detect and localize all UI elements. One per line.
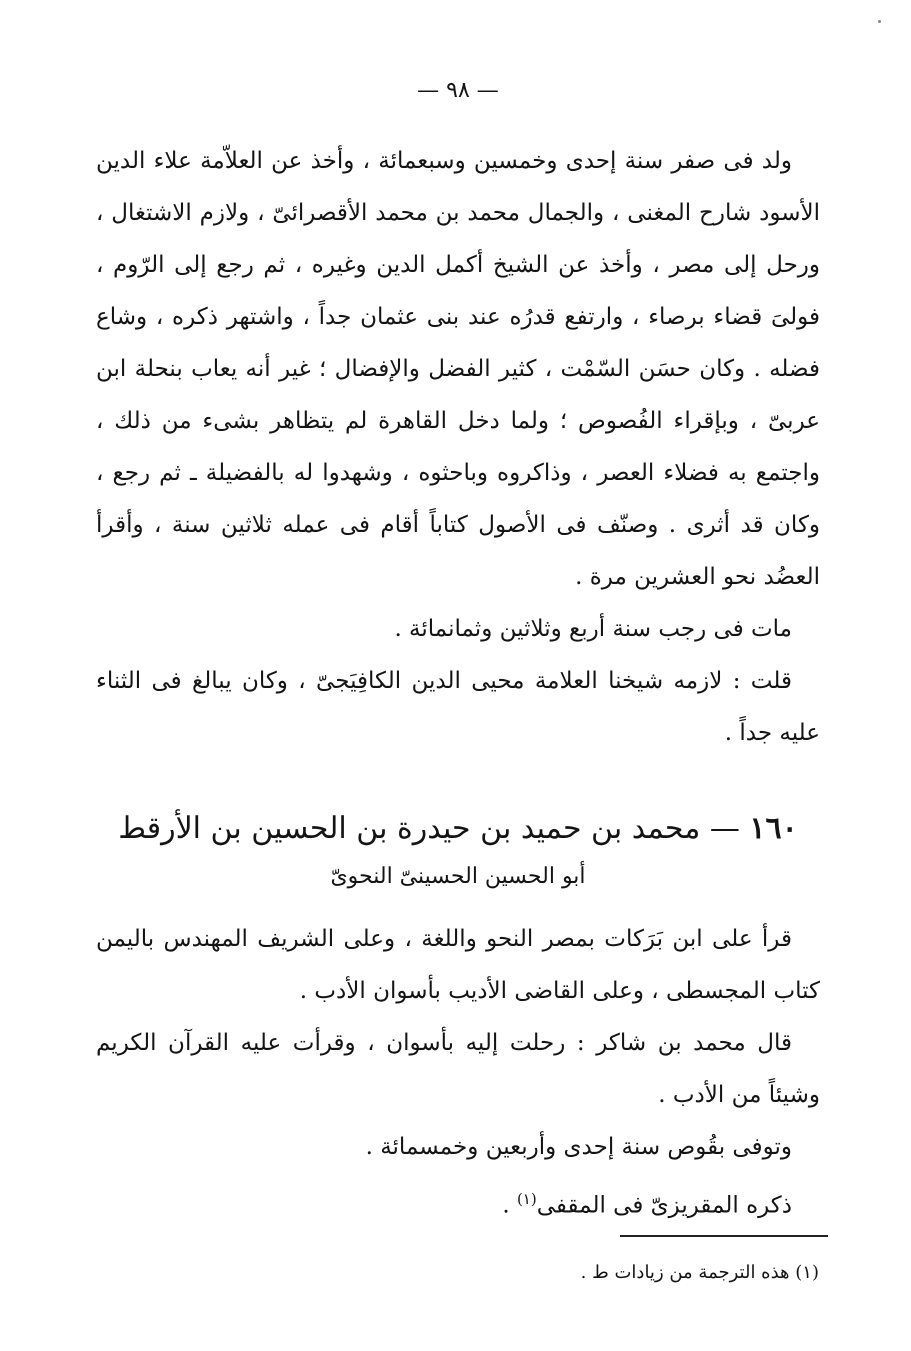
document-page <box>96 60 820 1232</box>
entry-paragraph: وتوفى بقُوص سنة إحدى وأربعين وخمسمائة . <box>365 1134 792 1160</box>
entry-subtitle: أبو الحسين الحسينىّ النحوىّ <box>330 864 586 889</box>
entry-reference <box>96 1173 820 1232</box>
entry-paragraph: قال محمد بن شاكر : رحلت إليه بأسوان ، وقرأت عليه القرآن الكريم وشيئاً من الأدب . <box>96 1030 820 1108</box>
entry-number: ١٦٠ <box>749 811 798 846</box>
author-note-paragraph: قلت : لازمه شيخنا العلامة محيى الدين الكافِيَجىّ ، وكان يبالغ فى الثناء عليه جداً . <box>96 668 820 746</box>
scan-mark <box>878 20 881 23</box>
entry-paragraph: قرأ على ابن بَرَكات بمصر النحو واللغة ، وعلى الشريف المهندس باليمن كتاب المجسطى ، وعلى القاضى الأديب بأسوان الأدب . <box>96 926 820 1004</box>
page-number: — ٩٨ — <box>417 78 499 103</box>
death-paragraph: مات فى رجب سنة أربع وثلاثين وثمانمائة . <box>394 616 792 642</box>
entry-dash: — <box>700 811 750 846</box>
entry-name: محمد بن حميد بن حيدرة بن الحسين بن الأرقط <box>118 811 701 846</box>
footnote-marker: (١) <box>516 1190 537 1208</box>
footnote: (١) هذه الترجمة من زيادات ط . <box>580 1262 819 1283</box>
biography-paragraph: ولد فى صفر سنة إحدى وخمسين وسبعمائة ، وأخذ عن العلاّمة علاء الدين الأسود شارح المغنى ، والجمال محمد بن محمد الأقصرائىّ ، ولازم الاشتغال ، ورحل إلى مصر ، وأخذ عن الشيخ أكمل الدين وغيره ، ثم رجع إلى الرّوم ، فولىَ قضاء برصاء ، وارتفع قدرُه عند بنى عثمان جداً ، واشتهر ذكره ، وشاع فضله . وكان حسَن السّمْت ، كثير الفضل والإفضال ؛ غير أنه يعاب بنحلة ابن عربىّ ، وبإقراء الفُصوص ؛ ولما دخل القاهرة لم يتظاهر بشىء من ذلك ، واجتمع به فضلاء العصر ، وذاكروه وباحثوه ، وشهدوا له بالفضيلة ـ ثم رجع ، وكان قد أثرى . وصنّف فى الأصول كتاباً أقام فى عمله ثلاثين سنة ، وأقرأ العضُد نحو العشرين مرة . <box>96 148 820 590</box>
entry-heading <box>96 807 820 851</box>
entry-reference-text: ذكره المقريزىّ فى المقفى <box>536 1192 792 1219</box>
footnote-divider <box>620 1235 828 1237</box>
entry-reference-end: . <box>502 1192 517 1219</box>
